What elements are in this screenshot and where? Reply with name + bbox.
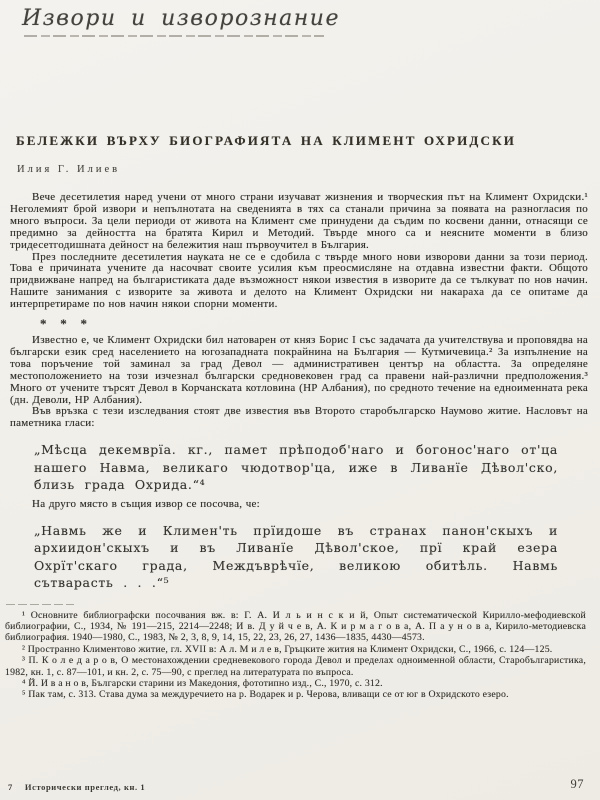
paragraph-1: Вече десетилетия наред учени от много страни изучават жизнения и творческия път на Климент Охридски.¹ Неголемият брой извори и непълнотата на сведенията в тях са станали причина за появата на разногласия по много въпроси. За цели периоди от живота на Климент сме принудени да съдим по косвени данни, отнасящи се предимно за дейността на братята Кирил и Методий. Твърде много са и неясните моменти в близо тридесетгодишната дейност на бележития наш първоучител в България. <box>10 191 588 251</box>
article-body <box>10 192 588 592</box>
article-title: БЕЛЕЖКИ ВЪРХУ БИОГРАФИЯТА НА КЛИМЕНТ ОХРИДСКИ <box>16 133 517 148</box>
old-slavonic-quote-1: „Мѣсца декемврїа. кг., памет прѣподоб'наго и богонос'наго от'ца нашего Навма, великаго чюдотвор'ца, иже в Ливанїе Дѣвол'ско, близь града Охрида.“⁴ <box>34 442 558 493</box>
footnote-3: ³ П. К о л е д а р о в, О местонахождении средневекового города Девол и пределах одноименной области, Старобългаристика, 1982, кн. 1, с. 87—101, и кн. 2, с. 75—90, с преглед на литературата по въпроса. <box>5 655 586 678</box>
section-header-rule <box>24 35 324 37</box>
paragraph-4: Във връзка с тези изследвания стоят две известия във Второто старобългарско Наумово житие. Насловът на паметника гласи: <box>10 405 588 430</box>
journal-signature <box>8 782 145 792</box>
paragraph-2: През последните десетилетия науката не се е сдобила с твърде много нови изворови данни за този период. Това е причината учените да насочват своите усилия към преосмисляне на отдавна известни факти. Общото придвижване напред на българистиката даде възможност някои известия в изворите да се тълкуват по нов начин. Нашите занимания с изворите за живота и делото на Климент Охридски ни накараха да се опитаме да интерпретираме по нов начин някои спорни моменти. <box>10 250 588 311</box>
old-slavonic-quote-2: „Навмь же и Климен'ть прїидоше въ странах панон'скыхъ и архиидон'скыхъ и въ Ливанїе Дѣвол'ское, прї край езера Охрїт'скаго града, Междъврѣчїе, великою обитѣль. Навмь сътварасть . . .“⁵ <box>34 522 558 591</box>
signature-mark: 7 <box>8 782 13 792</box>
footnote-2: ² Пространно Климентово житие, гл. XVII в: А л. М и л е в, Гръцките жития на Климент Охридски, С., 1966, с. 124—125. <box>22 643 553 655</box>
footnote-1: ¹ Основните библиографски посочвания вж. в: Г. А. И л ь и н с к и й, Опыт систематической Кирилло-мефодиевской библиографии, С., 1934, № 191—215, 2214—2248; И в. Д у й ч е в, А. К и р м а г о в а, А. П а у н о в а, Кирило-методиевска библиография. 1940—1980, С., 1983, № 2, 3, 8, 9, 14, 15, 22, 23, 26, 27, 1436—1835, 4430—4573. <box>5 609 586 644</box>
section-header: Извори и изворознание <box>22 6 340 31</box>
quote-2-intro: На друго място в същия извор се посочва, че: <box>32 497 260 510</box>
paragraph-3: Известно е, че Климент Охридски бил натоварен от княз Борис I със задачата да учителствува и проповядва на български език сред населението на югозападната покрайнина на България — Кутмичевица.² За изпълнение на това поръчение той заминал за град Девол — административен център на областта. За определяне местоположението на този изчезнал български средновековен град са правени най-различни предположения.³ Много от учените търсят Девол в Корчанската котловина (НР Албания), по средното течение на едноименната река (дн. Деволи, НР Албания). <box>10 333 588 406</box>
footnote-5: ⁵ Пак там, с. 313. Става дума за междуречието на р. Водарек и р. Черова, вливащи се от юг в Охридското езеро. <box>22 689 509 701</box>
author-name: Илия Г. Илиев <box>17 164 121 175</box>
footnote-4: ⁴ Й. И в а н о в, Български старини из Македония, фототипно изд., С., 1970, с. 312. <box>22 678 383 690</box>
footnote-rule <box>6 604 74 605</box>
page-number: 97 <box>570 777 584 791</box>
asterisk-separator: * * * <box>40 316 88 332</box>
journal-title: Исторически преглед, кн. 1 <box>24 782 146 792</box>
page-footer <box>8 777 584 792</box>
footnotes-block <box>5 610 586 701</box>
